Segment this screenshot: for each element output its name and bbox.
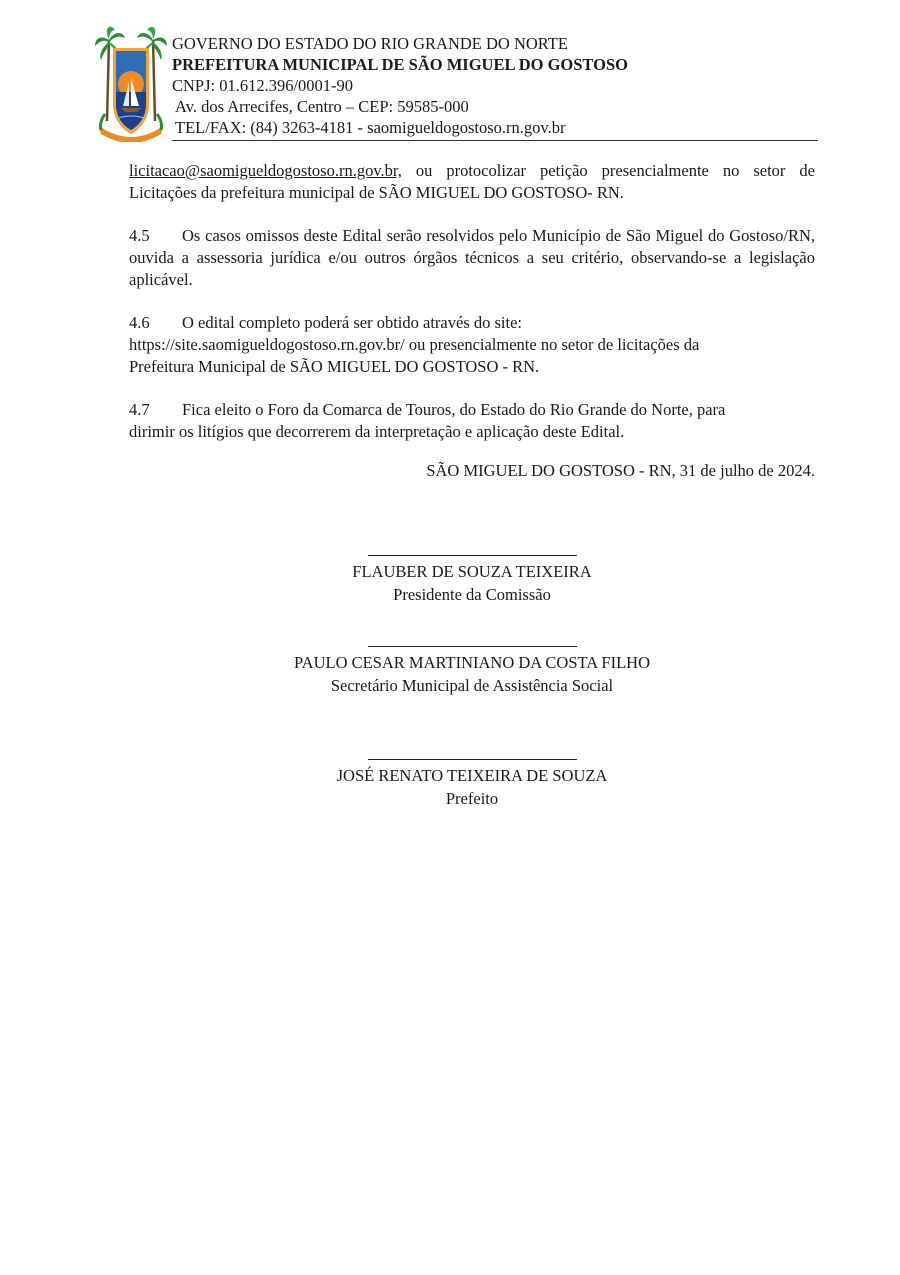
header-divider xyxy=(172,140,818,141)
clause-text-cont: Prefeitura Municipal de SÃO MIGUEL DO GOSTOSO - RN. xyxy=(129,357,540,376)
signatory-name: PAULO CESAR MARTINIANO DA COSTA FILHO xyxy=(294,653,650,672)
place-and-date: SÃO MIGUEL DO GOSTOSO - RN, 31 de julho de 2024. xyxy=(426,461,815,480)
header-government: GOVERNO DO ESTADO DO RIO GRANDE DO NORTE xyxy=(172,34,568,53)
paragraph-4-7 xyxy=(129,399,815,443)
email-link[interactable]: licitacao@saomigueldogostoso.rn.gov.br, xyxy=(129,161,402,180)
clause-text-cont: dirimir os litígios que decorrerem da interpretação e aplicação deste Edital. xyxy=(129,422,625,441)
signature-line xyxy=(368,646,577,647)
clause-text: Fica eleito o Foro da Comarca de Touros, do Estado do Rio Grande do Norte, para xyxy=(182,400,726,419)
signature-block xyxy=(129,646,815,697)
letterhead xyxy=(172,33,817,138)
header-cnpj: CNPJ: 01.612.396/0001-90 xyxy=(172,76,354,95)
signatory-role: Prefeito xyxy=(445,789,499,808)
clause-text: O edital completo poderá ser obtido através do site: xyxy=(182,313,522,332)
signature-line xyxy=(368,555,577,556)
clause-number: 4.5 xyxy=(129,226,150,245)
clause-text: Os casos omissos deste Edital serão resolvidos pelo Município de São Miguel do Gostoso/RN, ouvida a assessoria jurídica e/ou outros órgãos técnicos a seu critério, observando-se a legislação aplicável. xyxy=(129,226,815,289)
paragraph-4-5 xyxy=(129,225,815,291)
site-link[interactable]: https://site.saomigueldogostoso.rn.gov.br/ ou presencialmente no setor de licitações da xyxy=(129,335,700,354)
signatory-role: Presidente da Comissão xyxy=(393,585,551,604)
header-address: Av. dos Arrecifes, Centro – CEP: 59585-000 xyxy=(175,97,469,116)
paragraph-4-6 xyxy=(129,312,815,378)
header-prefeitura: PREFEITURA MUNICIPAL DE SÃO MIGUEL DO GOSTOSO xyxy=(172,55,628,74)
signatory-role: Secretário Municipal de Assistência Social xyxy=(330,676,614,695)
municipal-crest-logo xyxy=(95,26,167,142)
clause-number: 4.6 xyxy=(129,313,150,332)
signature-block xyxy=(129,555,815,606)
intro-text: ou protocolizar petição presencialmente no setor de Licitações da prefeitura municipal de SÃO MIGUEL DO GOSTOSO- RN. xyxy=(129,161,815,202)
paragraph-intro xyxy=(129,160,815,204)
signature-line xyxy=(368,759,577,760)
clause-number: 4.7 xyxy=(129,400,150,419)
signatory-name: JOSÉ RENATO TEIXEIRA DE SOUZA xyxy=(336,766,608,785)
signatory-name: FLAUBER DE SOUZA TEIXEIRA xyxy=(352,562,592,581)
signature-block xyxy=(129,759,815,810)
document-body xyxy=(129,160,815,503)
header-contact: TEL/FAX: (84) 3263-4181 - saomigueldogostoso.rn.gov.br xyxy=(175,118,566,137)
